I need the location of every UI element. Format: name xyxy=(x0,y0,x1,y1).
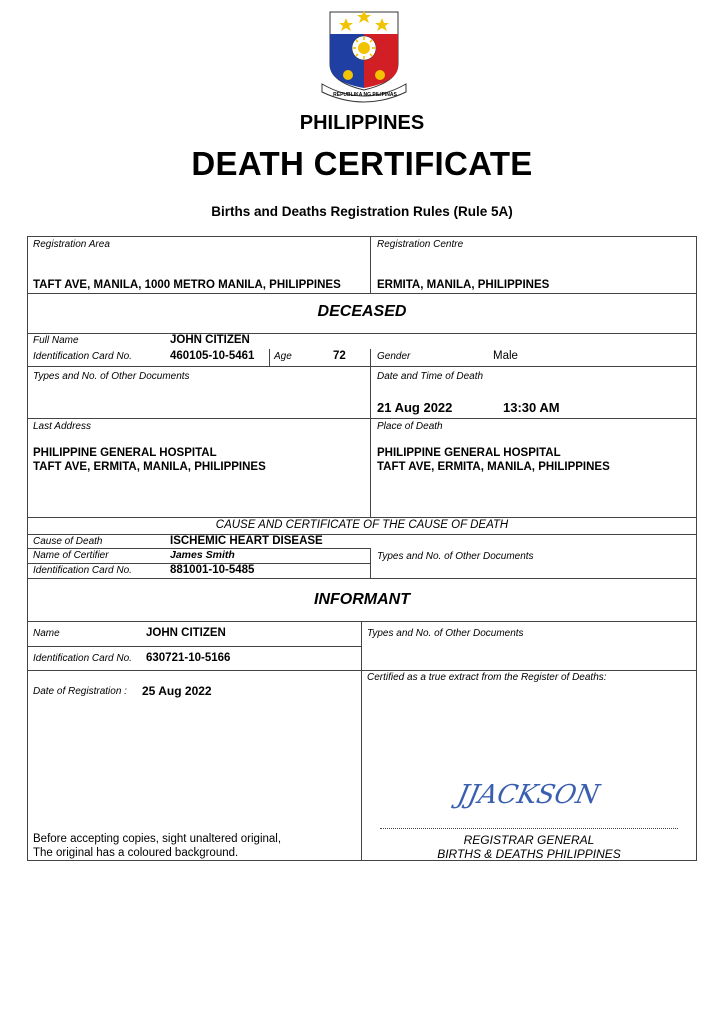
informant-section-title: INFORMANT xyxy=(314,591,410,608)
seal-scroll-text: REPUBLIKA NG PILIPINAS xyxy=(333,92,397,98)
deceased-section-title: DECEASED xyxy=(317,303,407,320)
deceased-id-value: 460105-10-5461 xyxy=(170,350,255,362)
date-time-of-death-label: Date and Time of Death xyxy=(377,371,484,382)
rules-subtitle: Births and Deaths Registration Rules (Rule 5A) xyxy=(211,204,513,219)
deceased-gender-value: Male xyxy=(493,350,518,362)
cause-of-death-value: ISCHEMIC HEART DISEASE xyxy=(170,535,323,547)
place-of-death-line1: PHILIPPINE GENERAL HOSPITAL xyxy=(377,447,561,459)
certifier-id-value: 881001-10-5485 xyxy=(170,564,255,576)
time-of-death-value: 13:30 AM xyxy=(503,400,560,415)
deceased-full-name-label: Full Name xyxy=(33,335,79,346)
certifier-name-value: James Smith xyxy=(170,549,235,561)
informant-other-docs-label: Types and No. of Other Documents xyxy=(367,628,524,639)
informant-name-value: JOHN CITIZEN xyxy=(146,627,226,639)
signature-dotted-line xyxy=(380,828,678,829)
registration-area-value: TAFT AVE, MANILA, 1000 METRO MANILA, PHILIPPINES xyxy=(33,279,341,291)
informant-id-label: Identification Card No. xyxy=(33,653,132,664)
original-note-line2: The original has a coloured background. xyxy=(33,847,239,859)
certifier-name-label: Name of Certifier xyxy=(33,550,109,561)
last-address-line1: PHILIPPINE GENERAL HOSPITAL xyxy=(33,447,217,459)
deceased-other-docs-label: Types and No. of Other Documents xyxy=(33,371,190,382)
registration-centre-label: Registration Centre xyxy=(377,239,464,250)
cause-other-docs-label: Types and No. of Other Documents xyxy=(377,551,534,562)
last-address-label: Last Address xyxy=(33,421,91,432)
certified-extract-text: Certified as a true extract from the Register of Deaths: xyxy=(367,672,607,683)
certifier-id-label: Identification Card No. xyxy=(33,565,132,576)
place-of-death-label: Place of Death xyxy=(377,421,443,432)
page-title: DEATH CERTIFICATE xyxy=(191,145,533,182)
registration-centre-value: ERMITA, MANILA, PHILIPPINES xyxy=(377,279,550,291)
date-of-death-value: 21 Aug 2022 xyxy=(377,400,453,415)
registration-area-label: Registration Area xyxy=(33,239,110,250)
cause-of-death-label: Cause of Death xyxy=(33,536,103,547)
place-of-death-line2: TAFT AVE, ERMITA, MANILA, PHILIPPINES xyxy=(377,461,610,473)
cause-section-title: CAUSE AND CERTIFICATE OF THE CAUSE OF DEATH xyxy=(215,519,509,531)
registrar-signature: JJACKSON xyxy=(454,780,603,810)
deceased-age-value: 72 xyxy=(333,350,346,362)
last-address-line2: TAFT AVE, ERMITA, MANILA, PHILIPPINES xyxy=(33,461,266,473)
informant-id-value: 630721-10-5166 xyxy=(146,652,231,664)
date-of-registration-label: Date of Registration : xyxy=(33,686,127,697)
country-title: PHILIPPINES xyxy=(299,112,425,134)
registrar-title-line2: BIRTHS & DEATHS PHILIPPINES xyxy=(437,847,621,861)
deceased-id-label: Identification Card No. xyxy=(33,351,132,362)
deceased-full-name-value: JOHN CITIZEN xyxy=(170,334,250,346)
registrar-title-line1: REGISTRAR GENERAL xyxy=(463,833,595,847)
original-note-line1: Before accepting copies, sight unaltered original, xyxy=(33,833,282,845)
informant-name-label: Name xyxy=(33,628,60,639)
date-of-registration-value: 25 Aug 2022 xyxy=(142,684,212,698)
deceased-age-label: Age xyxy=(274,351,292,362)
deceased-gender-label: Gender xyxy=(377,351,411,362)
